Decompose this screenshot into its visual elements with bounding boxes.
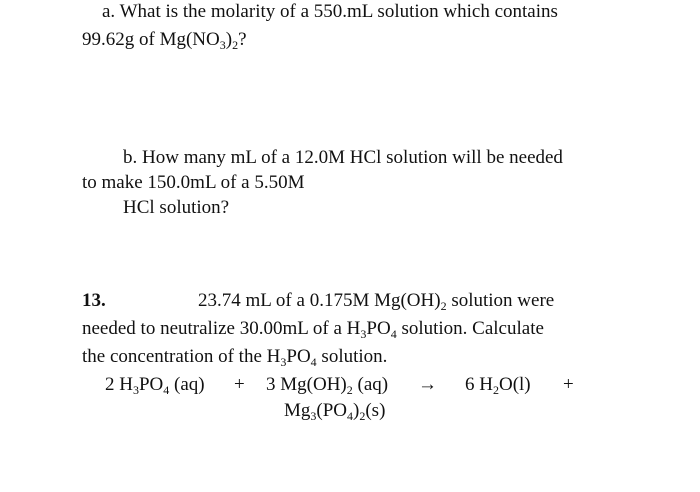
product-1-b: O(l) (498, 374, 531, 395)
product-2-a: Mg (284, 400, 311, 421)
problem-13-sub-2a: 3 (360, 327, 367, 341)
equation-reactant-1 (105, 374, 205, 396)
part-b-text-2: to make 150.0mL of a 5.50M (82, 172, 305, 193)
part-a-text-1: a. What is the molarity of a 550.mL solution which contains (102, 1, 558, 22)
plus-sign-2: + (563, 374, 574, 395)
reactant-1-c: (aq) (169, 374, 205, 395)
part-b-question-line-2 (82, 172, 305, 194)
problem-number: 13. (82, 290, 106, 311)
reactant-1-sub-2: 4 (163, 383, 170, 397)
problem-13-text-1a: 23.74 mL of a 0.175M Mg(OH) (198, 290, 441, 311)
product-2-sub-3: 2 (359, 409, 366, 423)
equation-product-1 (465, 374, 531, 396)
part-a-sub-1: 3 (219, 38, 226, 52)
equation-plus-1 (234, 374, 245, 396)
problem-13-line-1 (198, 290, 554, 312)
part-a-text-2b: ) (225, 29, 233, 50)
reactant-1-a: 2 H (105, 374, 133, 395)
reactant-2-sub: 2 (346, 383, 353, 397)
equation-product-2 (284, 400, 385, 422)
part-a-sub-2: 2 (232, 38, 239, 52)
part-a-question-line-2 (82, 29, 247, 51)
part-a-text-2a: 99.62g of Mg(NO (82, 29, 220, 50)
product-2-sub-1: 3 (310, 409, 317, 423)
problem-13-text-2a: needed to neutralize 30.00mL of a H (82, 318, 361, 339)
equation-reactant-2 (266, 374, 388, 396)
reactant-1-b: PO (138, 374, 164, 395)
product-2-b: (PO (316, 400, 348, 421)
part-a-question-line-1 (102, 1, 558, 23)
problem-13-sub-2b: 4 (390, 327, 397, 341)
problem-13-sub-3a: 3 (280, 355, 287, 369)
problem-13-text-3a: the concentration of the H (82, 346, 281, 367)
plus-sign-1: + (234, 374, 245, 395)
problem-13-number (82, 290, 106, 312)
problem-13-text-2b: PO (366, 318, 391, 339)
problem-13-text-2c: solution. Calculate (396, 318, 544, 339)
product-2-sub-2: 4 (347, 409, 354, 423)
part-b-text-3: HCl solution? (123, 197, 230, 218)
product-2-c: ) (353, 400, 360, 421)
problem-13-text-1b: solution were (446, 290, 555, 311)
problem-13-text-3c: solution. (316, 346, 388, 367)
reaction-arrow-icon: → (418, 374, 437, 395)
equation-arrow (418, 374, 437, 396)
problem-13-line-3 (82, 346, 387, 368)
reactant-1-sub-1: 3 (132, 383, 139, 397)
problem-13-line-2 (82, 318, 544, 340)
product-1-sub: 2 (492, 383, 499, 397)
product-1-a: 6 H (465, 374, 493, 395)
part-b-question-line-1 (123, 147, 563, 169)
part-b-text-1: b. How many mL of a 12.0M HCl solution will be needed (123, 147, 563, 168)
problem-13-sub-1: 2 (440, 299, 447, 313)
problem-13-sub-3b: 4 (310, 355, 317, 369)
part-b-question-line-3 (123, 197, 229, 219)
reactant-2-a: 3 Mg(OH) (266, 374, 347, 395)
equation-plus-2 (563, 374, 574, 396)
problem-13-text-3b: PO (286, 346, 311, 367)
part-a-text-2c: ? (238, 29, 247, 50)
reactant-2-b: (aq) (352, 374, 389, 395)
product-2-d: (s) (365, 400, 386, 421)
